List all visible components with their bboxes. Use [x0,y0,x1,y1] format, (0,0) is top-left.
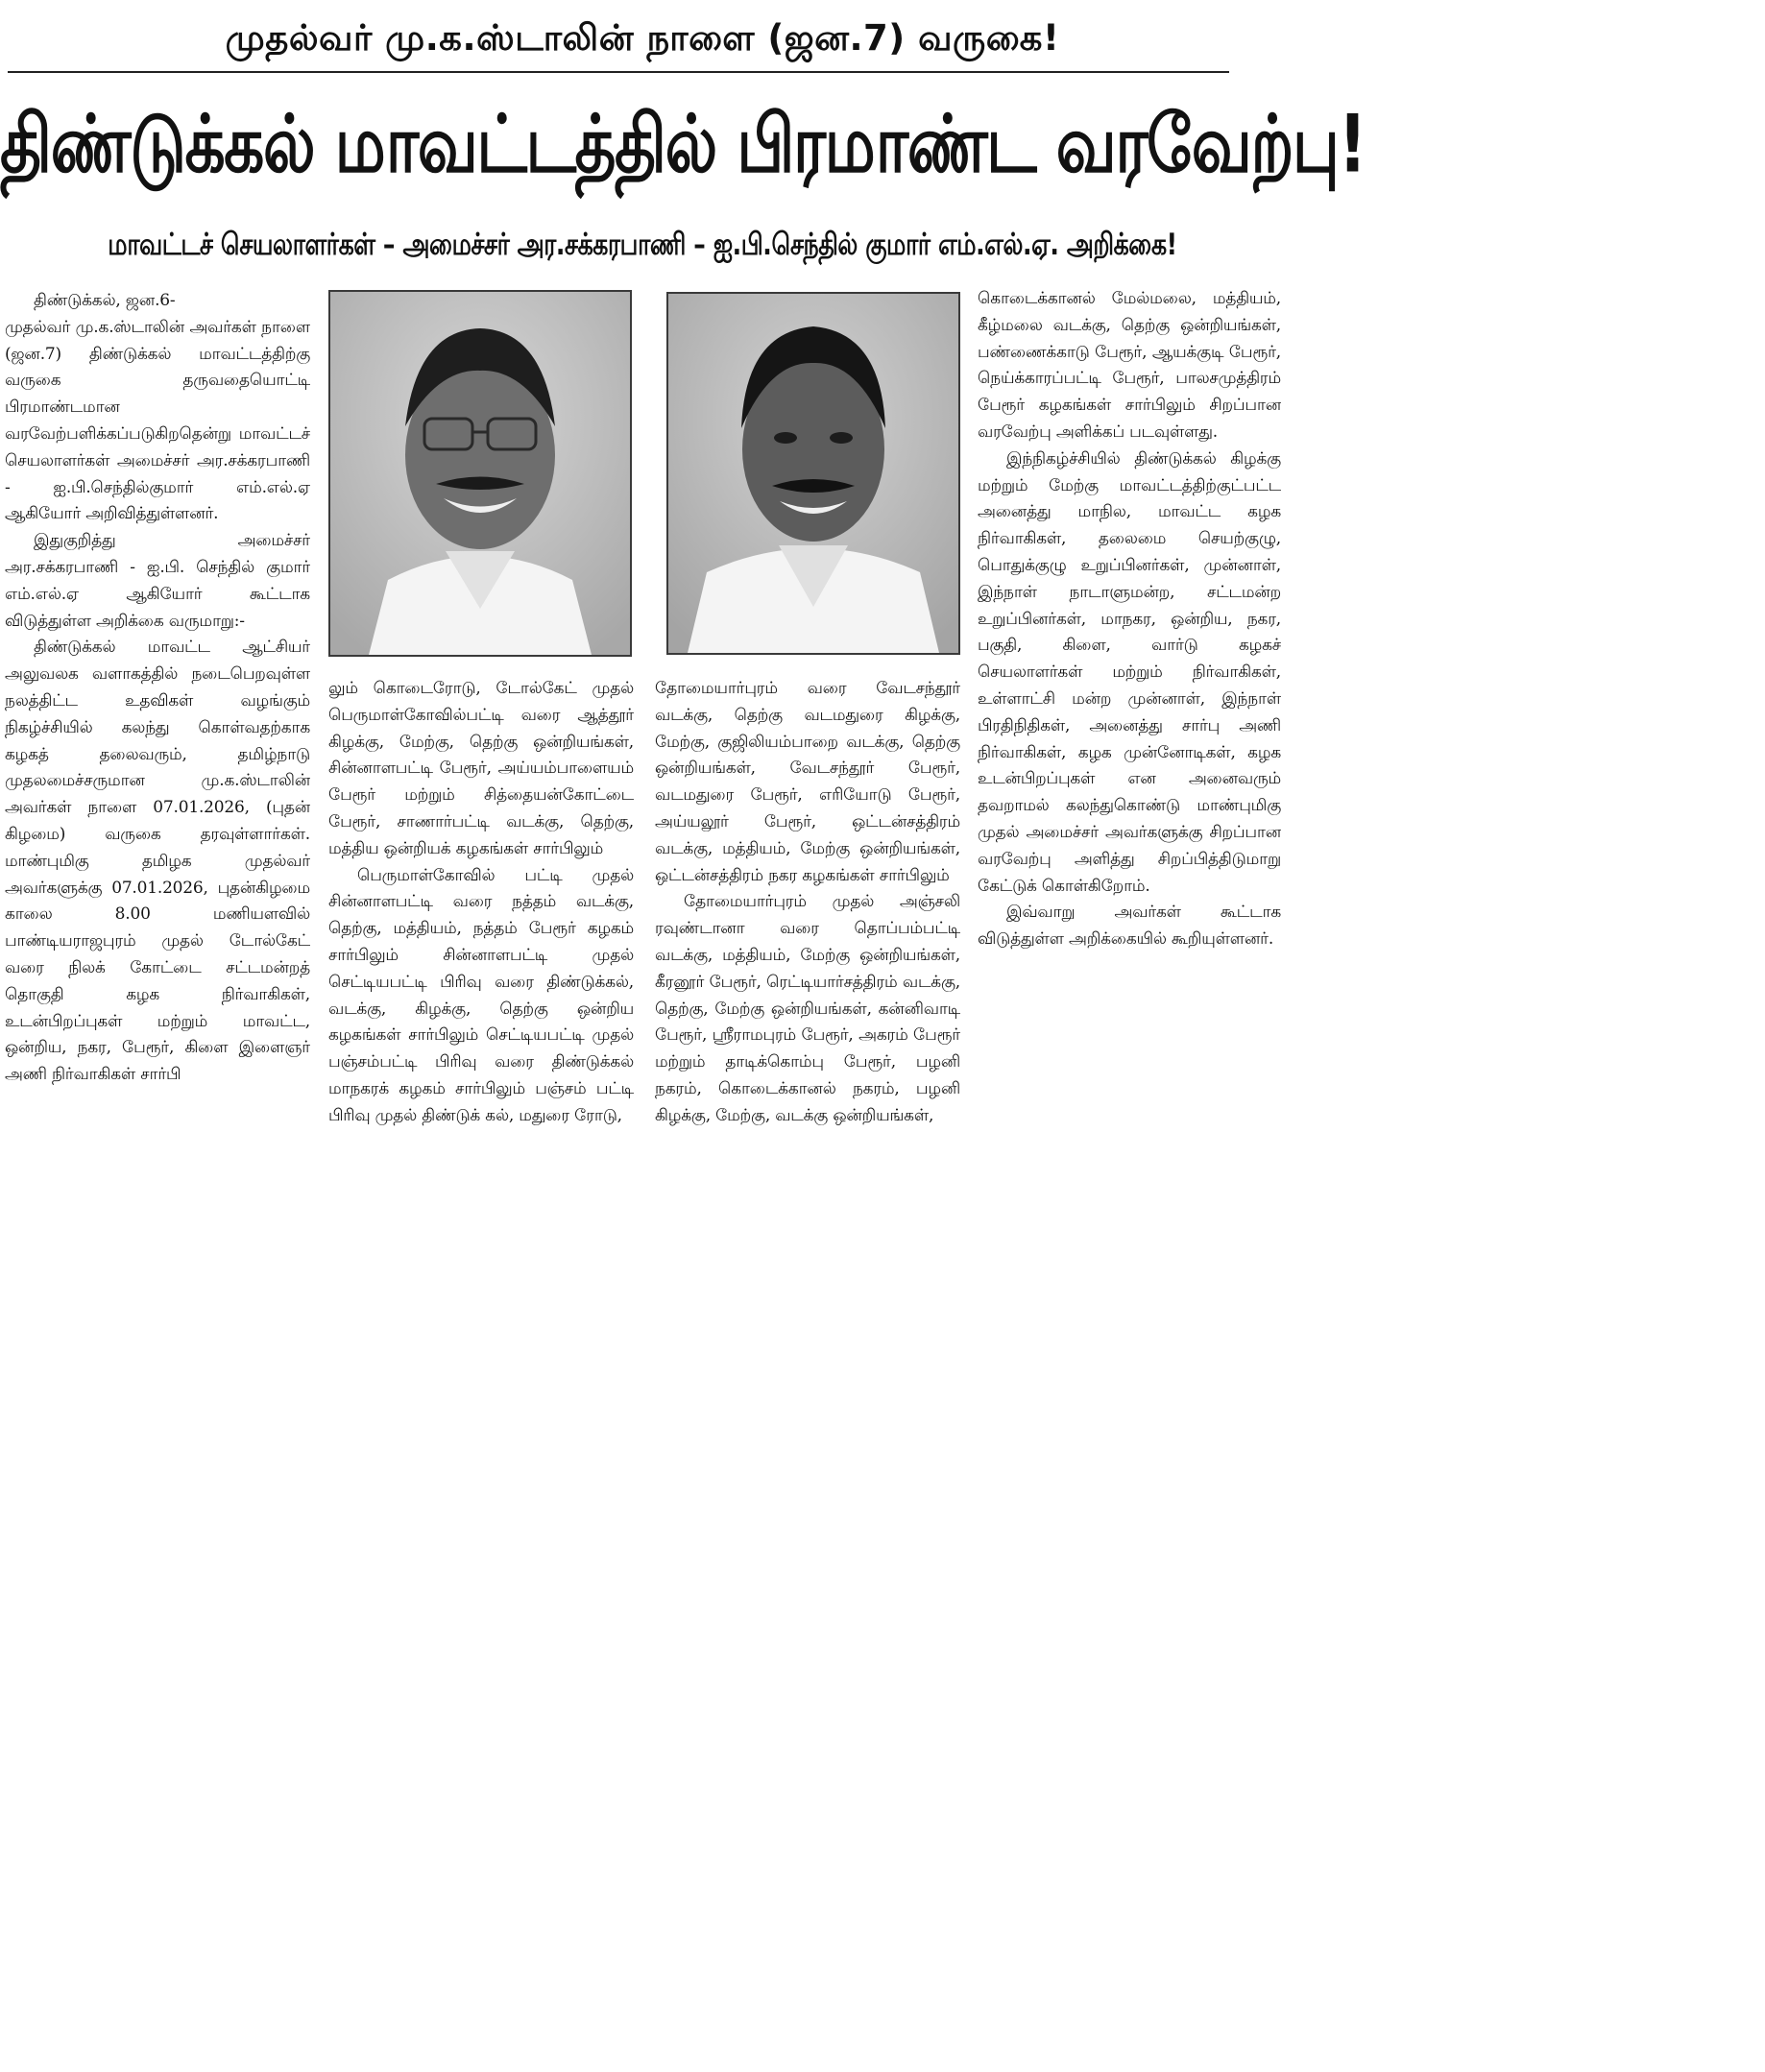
paragraph: இந்நிகழ்ச்சியில் திண்டுக்கல் கிழக்கு மற்றும் மேற்கு மாவட்டத்திற்குட்பட்ட அனைத்து மாநில, மாவட்ட கழக நிர்வாகிகள், தலைமை செயற்குழு, பொதுக்குழு உறுப்பினர்கள், முன்னாள், இந்நாள் நாடாளுமன்ற, சட்டமன்ற உறுப்பினர்கள், மாநகர, ஒன்றிய, நகர, பகுதி, கிளை, வார்டு கழகச் செயலாளர்கள் மற்றும் நிர்வாகிகள், உள்ளாட்சி மன்ற முன்னாள், இந்நாள் பிரதிநிதிகள், அனைத்து சார்பு அணி நிர்வாகிகள், கழக முன்னோடிகள், கழக உடன்பிறப்புகள் என அனைவரும் தவறாமல் கலந்துகொண்டு மாண்புமிகு முதல் அமைச்சர் அவர்களுக்கு சிறப்பான வரவேற்பு அளித்து சிறப்பித்திடுமாறு கேட்டுக் கொள்கிறோம். [978,448,1281,896]
article-column-1 [5,288,310,1506]
sub-headline: மாவட்டச் செயலாளர்கள் – அமைச்சர் அர.சக்கரபாணி – ஐ.பி.செந்தில் குமார் எம்.எல்.ஏ. அறிக்கை! [108,227,1177,262]
paragraph: திண்டுக்கல் மாவட்ட ஆட்சியர் அலுவலக வளாகத்தில் நடைபெறவுள்ள நலத்திட்ட உதவிகள் வழங்கும் நிகழ்ச்சியில் கலந்து கொள்வதற்காக கழகத் தலைவரும், தமிழ்நாடு முதலமைச்சருமான மு.க.ஸ்டாலின் அவர்கள் நாளை 07.01.2026, (புதன் கிழமை) வருகை தரவுள்ளார்கள். மாண்புமிகு தமிழக முதல்வர் அவர்களுக்கு 07.01.2026, புதன்கிழமை காலை 8.00 மணியளவில் பாண்டியராஜபுரம் முதல் டோல்கேட் வரை நிலக் கோட்டை சட்டமன்றத் தொகுதி கழக நிர்வாகிகள், உடன்பிறப்புகள் மற்றும் மாவட்ட, ஒன்றிய, நகர, பேரூர், கிளை இளைஞர் அணி நிர்வாகிகள் சார்பி [5,638,310,1085]
paragraph: தோமையார்புரம் முதல் அஞ்சலி ரவுண்டானா வரை தொப்பம்பட்டி வடக்கு, மத்தியம், மேற்கு ஒன்றியங்கள், கீரனூர் பேரூர், ரெட்டியார்சத்திரம் வடக்கு, தெற்கு, மேற்கு ஒன்றியங்கள், கன்னிவாடி பேரூர், ஸ்ரீராமபுரம் பேரூர், அகரம் பேரூர் மற்றும் தாடிக்கொம்பு பேரூர், பழனி நகரம், கொடைக்கானல் நகரம், பழனி கிழக்கு, மேற்கு, வடக்கு ஒன்றியங்கள், [655,892,960,1125]
portrait-photo-sakkarapani [328,290,632,657]
portrait-photo-senthilkumar [666,292,960,655]
paragraph: கொடைக்கானல் மேல்மலை, மத்தியம், கீழ்மலை வடக்கு, தெற்கு ஒன்றியங்கள், பண்ணைக்காடு பேரூர், ஆயக்குடி பேரூர், நெய்க்காரப்பட்டி பேரூர், பாலசமுத்திரம் பேரூர் கழகங்கள் சார்பிலும் சிறப்பான வரவேற்பு அளிக்கப் படவுள்ளது. [978,289,1281,442]
paragraph: இவ்வாறு அவர்கள் கூட்டாக விடுத்துள்ள அறிக்கையில் கூறியுள்ளனர். [978,903,1281,950]
kicker-headline: முதல்வர் மு.க.ஸ்டாலின் நாளை (ஜன.7) வருகை! [225,17,1060,59]
paragraph: இதுகுறித்து அமைச்சர் அர.சக்கரபாணி - ஐ.பி. செந்தில் குமார் எம்.எல்.ஏ ஆகியோர் கூட்டாக விடுத்துள்ள அறிக்கை வருமாறு:- [5,531,310,631]
paragraph: முதல்வர் மு.க.ஸ்டாலின் அவர்கள் நாளை (ஜன.7) திண்டுக்கல் மாவட்டத்திற்கு வருகை தருவதையொட்டி பிரமாண்டமான வரவேற்பளிக்கப்படுகிறதென்று மாவட்டச் செயலாளர்கள் அமைச்சர் அர.சக்கரபாணி - ஐ.பி.செந்தில்குமார் எம்.எல்.ஏ ஆகியோர் அறிவித்துள்ளனர். [5,317,310,524]
paragraph: லும் கொடைரோடு, டோல்கேட் முதல் பெருமாள்கோவில்பட்டி வரை ஆத்தூர் கிழக்கு, மேற்கு, தெற்கு ஒன்றியங்கள், சின்னாளபட்டி பேரூர், அய்யம்பாளையம் பேரூர் மற்றும் சித்தையன்கோட்டை பேரூர், சாணார்பட்டி வடக்கு, தெற்கு, மத்திய ஒன்றியக் கழகங்கள் சார்பிலும் [328,679,634,858]
paragraph: தோமையார்புரம் வரை வேடசந்தூர் வடக்கு, தெற்கு வடமதுரை கிழக்கு, மேற்கு, குஜிலியம்பாறை வடக்கு, தெற்கு ஒன்றியங்கள், வேடசந்தூர் பேரூர், வடமதுரை பேரூர், எரியோடு பேரூர், அய்யலூர் பேரூர், ஒட்டன்சத்திரம் வடக்கு, மத்தியம், மேற்கு ஒன்றியங்கள், ஒட்டன்சத்திரம் நகர கழகங்கள் சார்பிலும் [655,679,960,885]
portrait-icon [668,294,958,653]
article-column-3 [655,676,960,1506]
main-headline: திண்டுக்கல் மாவட்டத்தில் பிரமாண்ட வரவேற்பு! [0,98,1366,191]
article-column-4 [978,286,1281,1506]
dateline: திண்டுக்கல், ஜன.6- [34,291,176,310]
paragraph: பெருமாள்கோவில் பட்டி முதல் சின்னாளபட்டி வரை நத்தம் வடக்கு, தெற்கு, மத்தியம், நத்தம் பேரூர் கழகம் சார்பிலும் சின்னாளபட்டி முதல் செட்டியபட்டி பிரிவு வரை திண்டுக்கல், வடக்கு, கிழக்கு, தெற்கு ஒன்றிய கழகங்கள் சார்பிலும் செட்டியபட்டி முதல் பஞ்சம்பட்டி பிரிவு வரை திண்டுக்கல் மாநகரக் கழகம் சார்பிலும் பஞ்சம் பட்டி பிரிவு முதல் திண்டுக் கல், மதுரை ரோடு, [328,865,634,1125]
article-column-2 [328,676,634,1506]
portrait-icon [330,292,630,655]
